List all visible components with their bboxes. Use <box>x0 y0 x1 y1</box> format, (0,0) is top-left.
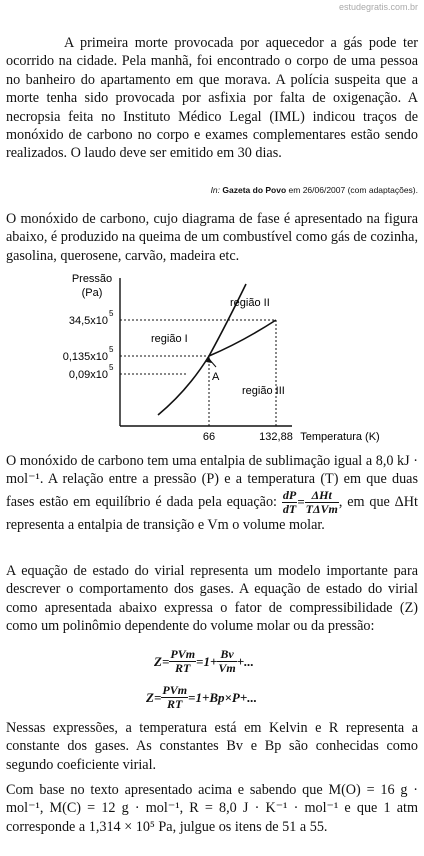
intro-text: ocorrido na cidade. Pela manhã, foi encontrado o corpo de uma pessoa no banheiro do apartamento em que morava. A polícia suspeita que a morte tenha sido provocada por asfixia por falta de oxigenação. A necropsia feita no Instituto Médico Legal (IML) indicou traços de monóxido de carbono no corpo e exames complementares estão sendo realizados. O laudo deve ser emitido em 30 dias. <box>6 53 418 162</box>
x-tick-1: 66 <box>202 431 216 443</box>
y-tick-1-exp: 5 <box>109 309 114 318</box>
sublimation-curve <box>158 356 209 415</box>
y-tick-2-exp: 5 <box>109 345 114 354</box>
eq2-tail: =1+Bp×P+... <box>188 689 258 705</box>
phase-diagram <box>10 270 416 448</box>
eq1-num2: Bv <box>217 648 236 662</box>
watermark: estudegratis.com.br <box>338 2 418 12</box>
y-tick-3-exp: 5 <box>109 363 114 372</box>
virial-equation-volume <box>154 648 254 675</box>
dp-dt-fraction <box>282 489 297 516</box>
citation <box>211 185 418 195</box>
phase-diagram-svg <box>10 270 416 448</box>
eq1-lhs: Z= <box>154 653 170 669</box>
eq1-den2: Vm <box>218 661 236 675</box>
virial-paragraph: A equação de estado do virial representa um modelo importante para descrever o comportamento dos gases. A equação de estado do virial como apresentada abaixo expressa o fator de compressibilidade (Z) como um polinômio dependente do volume molar ou da pressão: <box>6 563 418 635</box>
y-axis-label-2: (Pa) <box>81 287 103 299</box>
eq2-frac <box>161 684 188 711</box>
virial-equation-pressure <box>146 684 257 711</box>
y-axis-label-1: Pressão <box>71 273 113 285</box>
phase-diagram-intro: O monóxido de carbono, cujo diagrama de fase é apresentado na figura abaixo, é produzido na queima de um combustível como gás de cozinha, gasolina, querosene, carvão, madeira etc. <box>6 211 418 264</box>
x-tick-2: 132,88 <box>259 431 293 443</box>
y-tick-1: 34,5x10 <box>68 315 108 327</box>
eq2-num: PVm <box>162 683 188 697</box>
clapeyron-fraction <box>305 489 339 516</box>
enthalpy-end: volume molar. <box>242 516 325 533</box>
y-tick-3: 0,09x10 <box>68 369 108 381</box>
citation-source: Gazeta do Povo <box>222 185 287 195</box>
region-3-label: região III <box>242 385 285 397</box>
dp: dP <box>282 487 297 502</box>
enthalpy-paragraph <box>6 452 418 534</box>
x-axis-label: Temperatura (K) <box>300 431 380 443</box>
eq1-mid: =1+ <box>196 653 218 669</box>
region-2-label: região II <box>230 297 270 309</box>
intro-paragraph <box>6 34 418 163</box>
equals-sign: = <box>297 493 305 509</box>
y-tick-2: 0,135x10 <box>62 351 108 363</box>
t-delta-vm: TΔVm <box>305 501 338 516</box>
intro-first-line: A primeira morte provocada por aquecedor a gás pode ter <box>64 35 418 51</box>
citation-rest: em 26/06/2007 (com adaptações). <box>288 185 418 195</box>
instructions-paragraph: Com base no texto apresentado acima e sabendo que M(O) = 16 g · mol⁻¹, M(C) = 12 g · mol⁻¹, R = 8,0 J · K⁻¹ · mol⁻¹ e que 1 atm corresponde a 1,314 × 10⁵ Pa, julgue os itens de 51 a 55. <box>6 782 418 835</box>
enthalpy-tail: , em que ΔHt representa a entalpia de transição e Vm o <box>6 493 418 533</box>
region-1-label: região I <box>151 333 188 345</box>
eq1-frac1 <box>169 648 196 675</box>
eq1-frac2 <box>217 648 236 675</box>
eq1-den: RT <box>175 661 191 675</box>
point-a-label: A <box>212 371 220 383</box>
eq2-den: RT <box>167 697 183 711</box>
eq2-lhs: Z= <box>146 689 162 705</box>
eq1-tail: +... <box>236 653 254 669</box>
dt: dT <box>282 501 297 516</box>
enthalpy-text: O monóxido de carbono tem uma entalpia de sublimação igual a 8,0 kJ · mol⁻¹. A relação entre a pressão (P) e a temperatura (T) em que duas fases estão em equilíbrio é dada pela equação: <box>6 453 418 510</box>
delta-ht: ΔHt <box>305 489 339 503</box>
citation-prefix: In: <box>210 185 221 195</box>
constants-paragraph: Nessas expressões, a temperatura está em Kelvin e R representa a constante dos gases. As constantes Bv e Bp são conhecidas como segundo coeficiente virial. <box>6 720 418 773</box>
eq1-num: PVm <box>170 647 196 661</box>
